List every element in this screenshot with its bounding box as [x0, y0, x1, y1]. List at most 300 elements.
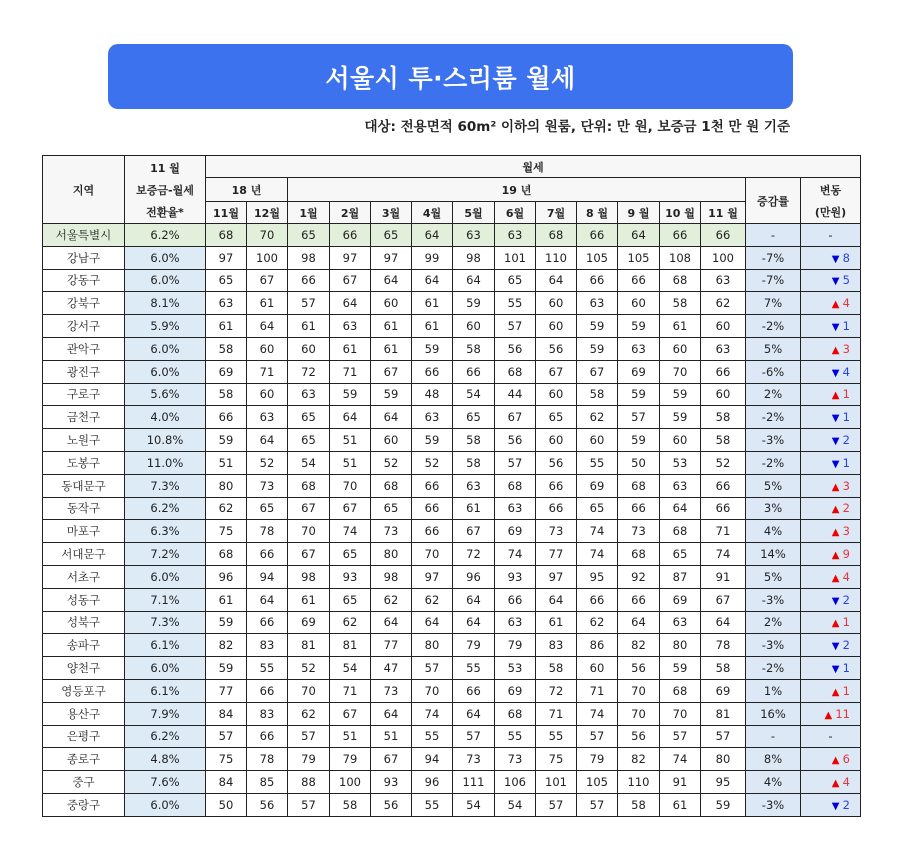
- rent-value-cell: 64: [453, 611, 495, 634]
- table-row: [43, 315, 861, 338]
- delta-value: -: [828, 227, 833, 242]
- rent-value-cell: 64: [371, 702, 412, 725]
- delta-value: 4: [842, 364, 850, 379]
- delta-value: 1: [842, 683, 850, 698]
- rent-value-cell: 66: [577, 224, 618, 247]
- change-rate-cell: 16%: [746, 702, 801, 725]
- rent-value-cell: 79: [453, 634, 495, 657]
- rent-value-cell: 61: [371, 337, 412, 360]
- rent-value-cell: 74: [412, 702, 453, 725]
- rent-value-cell: 91: [701, 565, 746, 588]
- rent-value-cell: 55: [577, 451, 618, 474]
- rent-value-cell: 61: [288, 315, 330, 338]
- region-cell: 서초구: [43, 565, 125, 588]
- page-title: 서울시 투·스리룸 월세: [325, 63, 576, 93]
- header-region: 지역: [43, 156, 125, 224]
- delta-value: 4: [842, 775, 850, 790]
- rent-value-cell: 57: [495, 451, 536, 474]
- rent-value-cell: 68: [371, 474, 412, 497]
- triangle-up-icon: ▲: [831, 572, 843, 584]
- rent-value-cell: 58: [701, 657, 746, 680]
- header-conversion-rate: [125, 156, 206, 224]
- rent-value-cell: 70: [330, 474, 371, 497]
- rent-value-cell: 110: [618, 771, 660, 794]
- rent-value-cell: 94: [247, 565, 288, 588]
- rent-value-cell: 68: [660, 679, 701, 702]
- header-month: 6월: [495, 202, 536, 224]
- region-cell: 마포구: [43, 520, 125, 543]
- change-rate-cell: 1%: [746, 679, 801, 702]
- rent-value-cell: 63: [495, 224, 536, 247]
- rent-value-cell: 85: [247, 771, 288, 794]
- rent-value-cell: 56: [371, 793, 412, 816]
- rent-value-cell: 64: [453, 702, 495, 725]
- table-row: [43, 543, 861, 566]
- rent-value-cell: 54: [453, 793, 495, 816]
- triangle-up-icon: ▲: [831, 550, 843, 562]
- delta-wrap: [801, 524, 860, 538]
- rent-value-cell: 71: [330, 679, 371, 702]
- conversion-rate-cell: 6.0%: [125, 565, 206, 588]
- change-rate-cell: -2%: [746, 315, 801, 338]
- rent-value-cell: 66: [701, 474, 746, 497]
- rent-value-cell: 66: [453, 679, 495, 702]
- region-cell: 성북구: [43, 611, 125, 634]
- table-row: [43, 246, 861, 269]
- rent-value-cell: 101: [495, 246, 536, 269]
- rent-value-cell: 66: [412, 497, 453, 520]
- rent-value-cell: 94: [412, 748, 453, 771]
- rent-value-cell: 62: [701, 292, 746, 315]
- rent-value-cell: 70: [412, 543, 453, 566]
- rent-value-cell: 56: [495, 429, 536, 452]
- rent-value-cell: 54: [453, 383, 495, 406]
- rent-value-cell: 80: [206, 474, 247, 497]
- rent-value-cell: 83: [247, 634, 288, 657]
- triangle-up-icon: ▲: [824, 709, 836, 721]
- rent-value-cell: 47: [371, 657, 412, 680]
- rent-value-cell: 65: [206, 269, 247, 292]
- conversion-rate-cell: 10.8%: [125, 429, 206, 452]
- rent-value-cell: 77: [206, 679, 247, 702]
- rent-value-cell: 99: [412, 246, 453, 269]
- rent-value-cell: 60: [453, 315, 495, 338]
- change-rate-cell: -3%: [746, 793, 801, 816]
- rent-value-cell: 72: [536, 679, 577, 702]
- delta-value: 3: [842, 524, 850, 539]
- rent-value-cell: 84: [206, 771, 247, 794]
- rent-value-cell: 67: [577, 360, 618, 383]
- rent-value-cell: 59: [206, 657, 247, 680]
- triangle-up-icon: ▲: [831, 778, 843, 790]
- rent-value-cell: 63: [453, 224, 495, 247]
- header-month: 11 월: [701, 202, 746, 224]
- delta-wrap: [801, 296, 860, 310]
- rent-value-cell: 56: [618, 725, 660, 748]
- rent-value-cell: 106: [495, 771, 536, 794]
- rent-value-cell: 71: [701, 520, 746, 543]
- rent-value-cell: 73: [536, 520, 577, 543]
- rent-value-cell: 78: [247, 748, 288, 771]
- rent-value-cell: 60: [247, 383, 288, 406]
- change-rate-cell: -6%: [746, 360, 801, 383]
- rent-value-cell: 56: [618, 657, 660, 680]
- rent-value-cell: 63: [288, 383, 330, 406]
- rent-value-cell: 57: [701, 725, 746, 748]
- rent-value-cell: 98: [371, 565, 412, 588]
- change-rate-cell: -: [746, 725, 801, 748]
- rent-value-cell: 53: [660, 451, 701, 474]
- region-cell: 영등포구: [43, 679, 125, 702]
- delta-value: 1: [842, 455, 850, 470]
- rent-value-cell: 65: [288, 406, 330, 429]
- region-cell: 서대문구: [43, 543, 125, 566]
- region-cell: 금천구: [43, 406, 125, 429]
- rent-value-cell: 93: [371, 771, 412, 794]
- table-row: [43, 793, 861, 816]
- delta-cell: [801, 679, 861, 702]
- triangle-up-icon: ▲: [831, 618, 843, 630]
- delta-value: 6: [842, 752, 850, 767]
- change-rate-cell: -7%: [746, 246, 801, 269]
- rent-value-cell: 82: [206, 634, 247, 657]
- delta-wrap: [801, 684, 860, 698]
- rent-value-cell: 69: [288, 611, 330, 634]
- rent-value-cell: 86: [577, 634, 618, 657]
- rent-value-cell: 74: [577, 543, 618, 566]
- rent-value-cell: 68: [618, 474, 660, 497]
- rent-value-cell: 67: [330, 702, 371, 725]
- rent-value-cell: 59: [206, 429, 247, 452]
- rent-value-cell: 59: [660, 406, 701, 429]
- rent-value-cell: 64: [412, 224, 453, 247]
- rent-value-cell: 78: [247, 520, 288, 543]
- rent-value-cell: 64: [371, 269, 412, 292]
- triangle-up-icon: ▲: [831, 390, 843, 402]
- rent-value-cell: 57: [577, 793, 618, 816]
- rent-value-cell: 55: [495, 725, 536, 748]
- rent-value-cell: 57: [453, 725, 495, 748]
- rent-value-cell: 66: [701, 497, 746, 520]
- change-rate-cell: -3%: [746, 429, 801, 452]
- rent-value-cell: 54: [288, 451, 330, 474]
- rent-value-cell: 72: [453, 543, 495, 566]
- triangle-up-icon: ▲: [831, 755, 843, 767]
- region-cell: 양천구: [43, 657, 125, 680]
- table-row: [43, 337, 861, 360]
- table-row: [43, 474, 861, 497]
- rent-value-cell: 75: [536, 748, 577, 771]
- change-rate-cell: 4%: [746, 771, 801, 794]
- rent-value-cell: 91: [660, 771, 701, 794]
- conversion-rate-cell: 6.1%: [125, 679, 206, 702]
- rent-value-cell: 64: [660, 497, 701, 520]
- rent-value-cell: 66: [247, 543, 288, 566]
- delta-wrap: [801, 433, 860, 447]
- rent-value-cell: 69: [618, 360, 660, 383]
- rent-value-cell: 69: [495, 520, 536, 543]
- rent-value-cell: 61: [412, 292, 453, 315]
- rent-value-cell: 97: [536, 565, 577, 588]
- subtitle: 대상: 전용면적 60m² 이하의 원룸, 단위: 만 원, 보증금 1천 만 원 기준: [364, 119, 790, 135]
- rent-value-cell: 63: [453, 474, 495, 497]
- rent-value-cell: 105: [618, 246, 660, 269]
- triangle-down-icon: ▼: [831, 276, 843, 288]
- rent-value-cell: 70: [247, 224, 288, 247]
- rent-value-cell: 60: [288, 337, 330, 360]
- header-month: 8 월: [577, 202, 618, 224]
- rent-value-cell: 65: [330, 588, 371, 611]
- rent-value-cell: 62: [412, 588, 453, 611]
- table-row: [43, 588, 861, 611]
- rent-value-cell: 57: [577, 725, 618, 748]
- rent-value-cell: 55: [495, 292, 536, 315]
- change-rate-cell: -2%: [746, 657, 801, 680]
- rent-value-cell: 59: [412, 429, 453, 452]
- rent-value-cell: 66: [536, 474, 577, 497]
- rent-value-cell: 64: [247, 588, 288, 611]
- header-month: 10 월: [660, 202, 701, 224]
- change-rate-cell: 5%: [746, 337, 801, 360]
- rent-value-cell: 53: [495, 657, 536, 680]
- title-banner: [108, 44, 793, 109]
- delta-wrap: [801, 273, 860, 287]
- rent-value-cell: 65: [660, 543, 701, 566]
- conversion-rate-cell: 6.1%: [125, 634, 206, 657]
- rent-value-cell: 65: [247, 497, 288, 520]
- delta-wrap: [801, 365, 860, 379]
- triangle-up-icon: ▲: [831, 527, 843, 539]
- change-rate-cell: -3%: [746, 588, 801, 611]
- rent-value-cell: 93: [495, 565, 536, 588]
- rent-value-cell: 58: [453, 451, 495, 474]
- rent-value-cell: 97: [330, 246, 371, 269]
- rent-value-cell: 66: [618, 497, 660, 520]
- rent-value-cell: 63: [577, 292, 618, 315]
- rent-value-cell: 59: [701, 793, 746, 816]
- rent-value-cell: 70: [288, 520, 330, 543]
- delta-wrap: [801, 593, 860, 607]
- delta-cell: [801, 269, 861, 292]
- rent-value-cell: 59: [618, 383, 660, 406]
- rent-value-cell: 81: [701, 702, 746, 725]
- rent-value-cell: 73: [618, 520, 660, 543]
- rent-value-cell: 71: [247, 360, 288, 383]
- delta-cell: [801, 748, 861, 771]
- delta-value: 3: [842, 341, 850, 356]
- header-month: 11월: [206, 202, 247, 224]
- change-rate-cell: 14%: [746, 543, 801, 566]
- rent-value-cell: 56: [247, 793, 288, 816]
- rent-value-cell: 58: [453, 429, 495, 452]
- triangle-up-icon: ▲: [831, 504, 843, 516]
- rent-value-cell: 70: [412, 679, 453, 702]
- rent-value-cell: 61: [536, 611, 577, 634]
- rent-value-cell: 96: [412, 771, 453, 794]
- delta-cell: [801, 337, 861, 360]
- rent-value-cell: 57: [206, 725, 247, 748]
- rent-value-cell: 70: [288, 679, 330, 702]
- delta-wrap: [801, 456, 860, 470]
- table-row: [43, 702, 861, 725]
- rent-value-cell: 63: [495, 497, 536, 520]
- rent-value-cell: 77: [536, 543, 577, 566]
- delta-value: -: [828, 729, 833, 744]
- delta-value: 9: [842, 547, 850, 562]
- rent-value-cell: 67: [288, 497, 330, 520]
- rent-value-cell: 62: [577, 406, 618, 429]
- rent-value-cell: 100: [247, 246, 288, 269]
- table-row: [43, 657, 861, 680]
- delta-wrap: [801, 251, 860, 265]
- rent-value-cell: 74: [660, 748, 701, 771]
- rent-value-cell: 59: [412, 337, 453, 360]
- region-cell: 강남구: [43, 246, 125, 269]
- delta-wrap: [801, 547, 860, 561]
- delta-value: 2: [842, 797, 850, 812]
- delta-cell: [801, 611, 861, 634]
- delta-cell: [801, 793, 861, 816]
- rent-value-cell: 72: [288, 360, 330, 383]
- delta-wrap: [801, 638, 860, 652]
- rent-value-cell: 63: [206, 292, 247, 315]
- rent-value-cell: 60: [536, 315, 577, 338]
- rent-value-cell: 58: [206, 383, 247, 406]
- table-row: [43, 520, 861, 543]
- rent-value-cell: 96: [206, 565, 247, 588]
- header-change-rate: 증감률: [746, 178, 801, 224]
- region-cell: 동작구: [43, 497, 125, 520]
- rent-value-cell: 56: [536, 337, 577, 360]
- conversion-rate-cell: 4.8%: [125, 748, 206, 771]
- conversion-rate-cell: 7.3%: [125, 474, 206, 497]
- rent-value-cell: 66: [577, 269, 618, 292]
- conversion-rate-cell: 6.2%: [125, 224, 206, 247]
- delta-value: 4: [842, 296, 850, 311]
- region-cell: 광진구: [43, 360, 125, 383]
- region-cell: 강동구: [43, 269, 125, 292]
- region-cell: 관악구: [43, 337, 125, 360]
- rent-value-cell: 71: [330, 360, 371, 383]
- change-rate-cell: 3%: [746, 497, 801, 520]
- rent-value-cell: 62: [371, 588, 412, 611]
- delta-value: 4: [842, 569, 850, 584]
- rent-value-cell: 64: [536, 588, 577, 611]
- table-row: [43, 748, 861, 771]
- rent-value-cell: 54: [495, 793, 536, 816]
- rent-table: [42, 155, 861, 817]
- rent-value-cell: 67: [330, 497, 371, 520]
- rent-value-cell: 62: [206, 497, 247, 520]
- rent-value-cell: 68: [660, 269, 701, 292]
- rent-value-cell: 63: [330, 315, 371, 338]
- delta-cell: [801, 771, 861, 794]
- delta-value: 1: [842, 410, 850, 425]
- delta-cell: [801, 474, 861, 497]
- rent-value-cell: 57: [536, 793, 577, 816]
- delta-cell: [801, 451, 861, 474]
- rent-value-cell: 67: [330, 269, 371, 292]
- rent-value-cell: 65: [371, 497, 412, 520]
- rent-value-cell: 58: [536, 657, 577, 680]
- change-rate-cell: 4%: [746, 520, 801, 543]
- region-cell: 은평구: [43, 725, 125, 748]
- rent-value-cell: 59: [618, 315, 660, 338]
- rent-value-cell: 69: [577, 474, 618, 497]
- rent-value-cell: 95: [701, 771, 746, 794]
- rent-value-cell: 67: [288, 543, 330, 566]
- rent-value-cell: 58: [577, 383, 618, 406]
- region-cell: 도봉구: [43, 451, 125, 474]
- rent-value-cell: 79: [288, 748, 330, 771]
- delta-cell: [801, 383, 861, 406]
- change-rate-cell: -2%: [746, 451, 801, 474]
- rent-value-cell: 55: [412, 725, 453, 748]
- rent-value-cell: 68: [536, 224, 577, 247]
- header-rate-line3: 전환율*: [146, 205, 184, 219]
- rent-value-cell: 64: [701, 611, 746, 634]
- rent-value-cell: 57: [618, 406, 660, 429]
- delta-cell: [801, 725, 861, 748]
- rent-value-cell: 60: [618, 292, 660, 315]
- rent-value-cell: 60: [371, 429, 412, 452]
- rent-value-cell: 59: [206, 611, 247, 634]
- rent-value-cell: 52: [288, 657, 330, 680]
- rent-value-cell: 65: [453, 406, 495, 429]
- rent-value-cell: 55: [453, 657, 495, 680]
- rent-value-cell: 64: [371, 406, 412, 429]
- rent-value-cell: 66: [660, 224, 701, 247]
- rent-value-cell: 68: [660, 520, 701, 543]
- rent-value-cell: 62: [330, 611, 371, 634]
- rent-value-cell: 63: [495, 611, 536, 634]
- rent-value-cell: 74: [495, 543, 536, 566]
- rent-value-cell: 82: [618, 634, 660, 657]
- rent-value-cell: 67: [247, 269, 288, 292]
- change-rate-cell: 2%: [746, 383, 801, 406]
- rent-value-cell: 64: [371, 611, 412, 634]
- rent-value-cell: 81: [330, 634, 371, 657]
- rent-value-cell: 66: [247, 679, 288, 702]
- rent-value-cell: 63: [660, 611, 701, 634]
- delta-wrap: [801, 479, 860, 493]
- rent-value-cell: 71: [536, 702, 577, 725]
- rent-value-cell: 54: [330, 657, 371, 680]
- delta-cell: [801, 657, 861, 680]
- rent-value-cell: 64: [536, 269, 577, 292]
- rent-value-cell: 83: [536, 634, 577, 657]
- rent-value-cell: 66: [412, 360, 453, 383]
- delta-value: 8: [842, 250, 850, 265]
- change-rate-cell: -7%: [746, 269, 801, 292]
- rent-value-cell: 44: [495, 383, 536, 406]
- delta-value: 2: [842, 592, 850, 607]
- rent-value-cell: 80: [701, 748, 746, 771]
- triangle-down-icon: ▼: [831, 800, 843, 812]
- rent-value-cell: 74: [701, 543, 746, 566]
- table-row: [43, 771, 861, 794]
- delta-wrap: [801, 615, 860, 629]
- delta-wrap: [801, 775, 860, 789]
- rent-value-cell: 60: [660, 337, 701, 360]
- conversion-rate-cell: 7.9%: [125, 702, 206, 725]
- rent-value-cell: 73: [371, 520, 412, 543]
- table-row: [43, 269, 861, 292]
- region-cell: 강북구: [43, 292, 125, 315]
- rent-value-cell: 79: [330, 748, 371, 771]
- delta-cell: [801, 406, 861, 429]
- delta-value: 2: [842, 433, 850, 448]
